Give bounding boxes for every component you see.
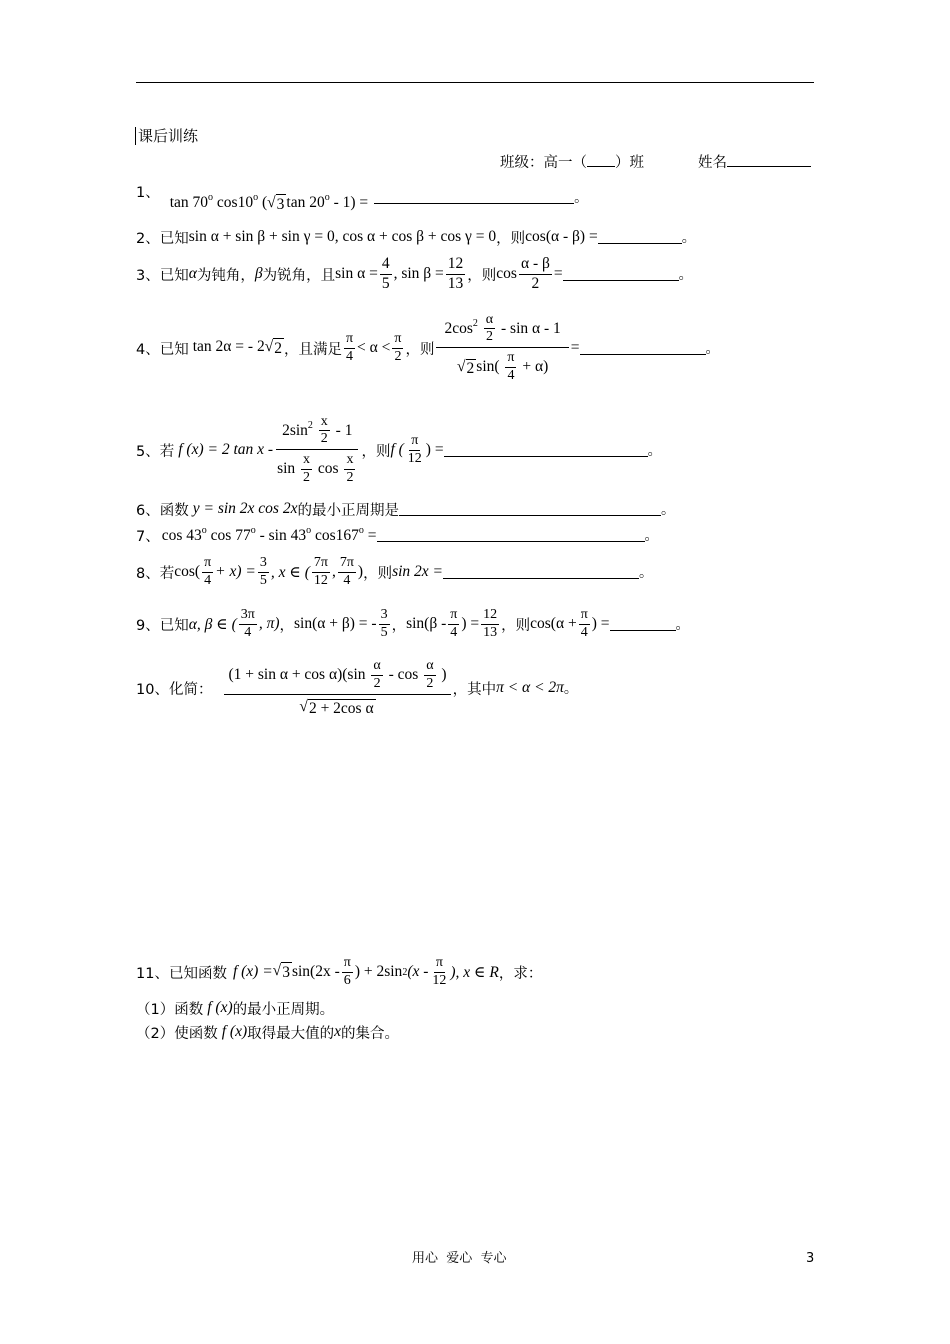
question-7: 7、 cos 43$^o$ cos 77$^o$ - sin 43$^o$ cos167$^o$ = 。 bbox=[136, 525, 659, 545]
question-2: 2、已知 sin α + sin β + sin γ = 0, cos α + cos β + cos γ = 0 ，则 cos(α - β) = 。 bbox=[136, 228, 696, 247]
page-number: 3 bbox=[806, 1251, 815, 1266]
question-11-part-2: （2）使函数 f (x) 取得最大值的 x 的集合。 bbox=[136, 1023, 400, 1042]
question-1: 1、 tan 70$^o$ cos10$^o$ ( √ 3 tan 20$^o$ - 1) = 。 bbox=[136, 184, 589, 213]
footer-slogan: 用心 爱心 专心 bbox=[412, 1251, 507, 1266]
question-8: 8、若 cos( $\frac{\pi}{4}$ + x) = $\frac{3}{5}$ , x ∈ ( $\frac{7\pi}{12}$ , $\frac{7\pi}{4}$ ) ，则 sin 2x = 。 bbox=[136, 554, 654, 588]
question-6: 6、函数 y = sin 2x cos 2x 的最小正周期是 。 bbox=[136, 500, 675, 519]
name-field: 姓名 bbox=[698, 154, 811, 171]
top-rule bbox=[136, 82, 814, 83]
question-3: 3、已知 α 为钝角， β 为锐角，且 sin α = $\frac{4}{5}$ , sin β = $\frac{12}{13}$ ，则 cos $\frac{\alpha - \beta}{2}$ = 。 bbox=[136, 255, 693, 292]
class-field: 班级：高一（ ）班 bbox=[500, 155, 644, 171]
section-title: 课后训练 bbox=[135, 129, 198, 144]
question-4: 4、已知 tan 2α = - 2 √ 2 ，且满足 $\frac{\pi}{4}$ < α < $\frac{\pi}{2}$ ，则 $2\cos^2$ $\frac{\alpha}{2}$ - sin α - 1 √ 2 sin( $\frac{\pi}{4}$ + α) = 。 bbox=[136, 311, 720, 383]
question-11: 11、已知函数 f (x) = √ 3 sin(2x - $\frac{\pi}{6}$ ) + 2sin 2 (x - $\frac{\pi}{12}$ ), x ∈ R ，求： bbox=[136, 954, 543, 988]
question-9: 9、已知 α, β ∈ ( $\frac{3\pi}{4}$ , π) ， sin(α + β) = - $\frac{3}{5}$ ， sin(β - $\frac{\pi}{4}$ ) = $\frac{12}{13}$ ，则 cos(α + $\frac{\pi}{4}$ ) = 。 bbox=[136, 606, 690, 640]
question-11-part-1: （1）函数 f (x) 的最小正周期。 bbox=[136, 999, 335, 1018]
question-10: 10、化简： (1 + sin α + cos α)(sin $\frac{\alpha}{2}$ - cos $\frac{\alpha}{2}$ ) √ 2 + 2cos α ，其中 π < α < 2π 。 bbox=[136, 658, 578, 717]
question-5: 5、若 f (x) = 2 tan x - $2\sin^2$ $\frac{x}{2}$ - 1 sin $\frac{x}{2}$ cos $\frac{x}{2}$ ，则 f ( $\frac{\pi}{12}$ ) = 。 bbox=[136, 413, 662, 485]
